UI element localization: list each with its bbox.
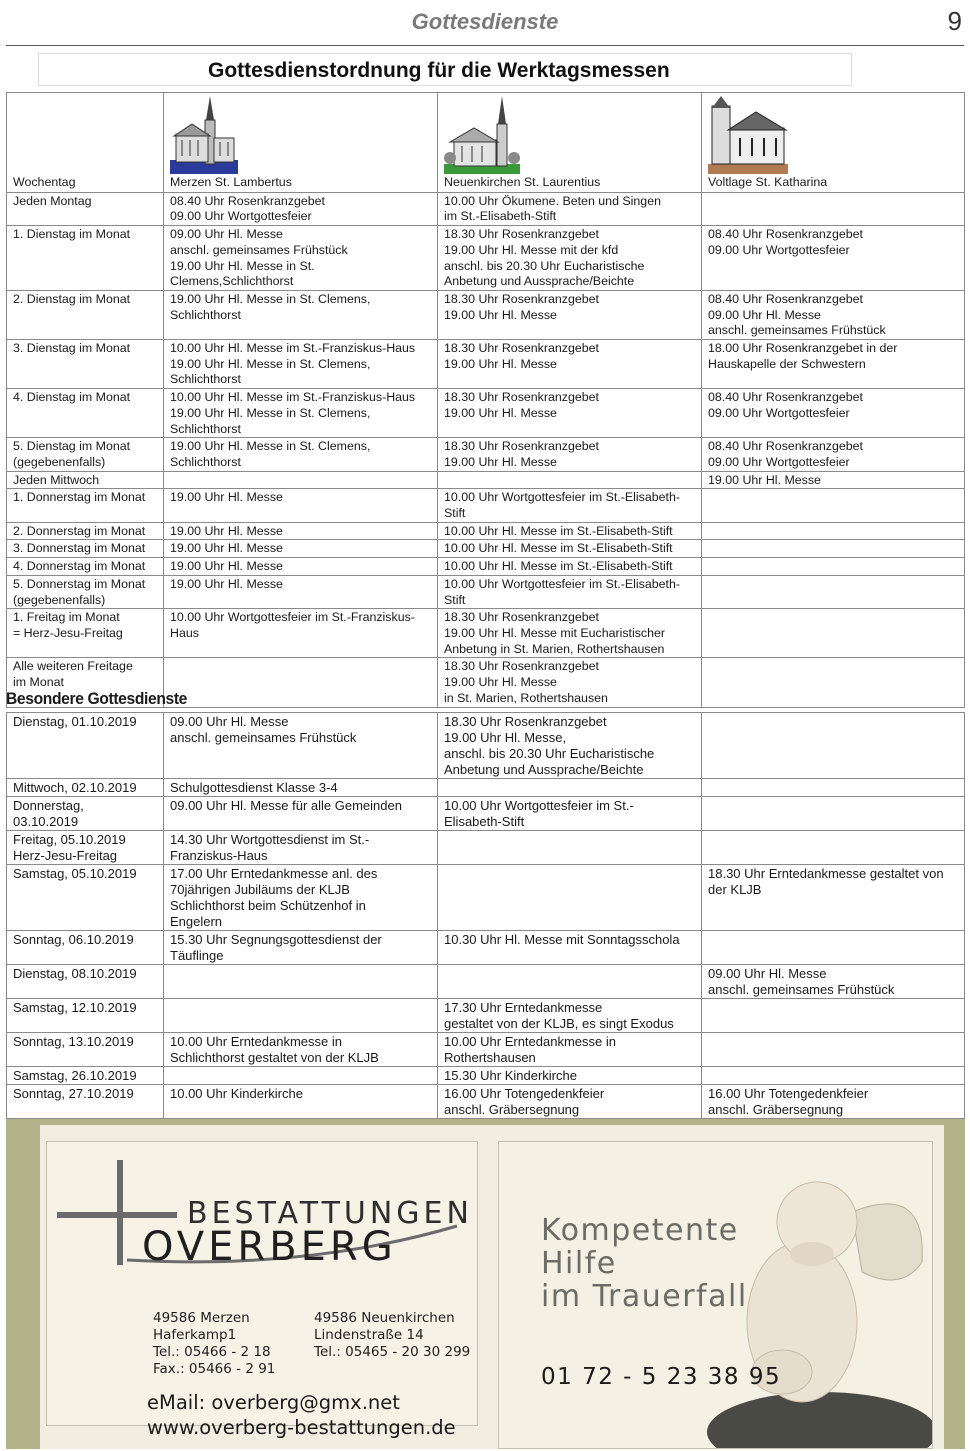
weekday-row (7, 290, 965, 339)
weekday-row (7, 340, 965, 389)
address-neuenkirchen: 49586 Neuenkirchen Lindenstraße 14 Tel.: 05465 - 20 30 299 (314, 1310, 471, 1360)
table-cell (702, 999, 965, 1033)
header-cell-voltlage: Voltlage St. Katharina (702, 93, 965, 193)
table-cell: Donnerstag, 03.10.2019 (7, 797, 164, 831)
table-cell: 16.00 Uhr Totengedenkfeier anschl. Gräbersegnung (438, 1085, 702, 1119)
table-cell: 10.00 Uhr Erntedankmesse in Rothertshausen (438, 1033, 702, 1067)
brand-subtitle: BESTATTUNGEN (187, 1196, 473, 1231)
special-service-row (7, 779, 965, 797)
table-cell: 09.00 Uhr Hl. Messe anschl. gemeinsames Frühstück (702, 965, 965, 999)
table-cell: 14.30 Uhr Wortgottesdienst im St.- Franziskus-Haus (164, 831, 438, 865)
table-cell: 5. Donnerstag im Monat (gegebenenfalls) (7, 575, 164, 608)
table-cell (438, 965, 702, 999)
slogan-text: Kompetente Hilfe im Trauerfall (541, 1213, 748, 1314)
table-cell: 17.30 Uhr Erntedankmesse gestaltet von der KLJB, es singt Exodus (438, 999, 702, 1033)
page-number: 9 (947, 6, 962, 36)
table-cell: 19.00 Uhr Hl. Messe (164, 540, 438, 558)
table-cell: 1. Freitag im Monat = Herz-Jesu-Freitag (7, 609, 164, 658)
table-cell: 10.00 Uhr Ökumene. Beten und Singen im St.-Elisabeth-Stift (438, 192, 702, 225)
table-cell: 10.00 Uhr Wortgottesfeier im St.-Elisabeth- Stift (438, 575, 702, 608)
table-cell (164, 471, 438, 489)
table-cell: 18.30 Uhr Rosenkranzgebet 19.00 Uhr Hl. Messe mit der kfd anschl. bis 20.30 Uhr Eucharistische Anbetung und Aussprache/Beichte (438, 226, 702, 291)
table-cell (164, 999, 438, 1033)
table-cell: Sonntag, 06.10.2019 (7, 931, 164, 965)
merzen-church-image (170, 94, 238, 174)
special-service-row (7, 931, 965, 965)
table-cell: 2. Donnerstag im Monat (7, 522, 164, 540)
special-service-row (7, 831, 965, 865)
table-cell: 10.30 Uhr Hl. Messe mit Sonntagsschola (438, 931, 702, 965)
table-cell: 10.00 Uhr Wortgottesfeier im St.- Elisabeth-Stift (438, 797, 702, 831)
table-cell: 2. Dienstag im Monat (7, 290, 164, 339)
table-cell (438, 779, 702, 797)
special-service-row (7, 713, 965, 779)
table-cell: 18.30 Uhr Erntedankmesse gestaltet von der KLJB (702, 865, 965, 931)
table-cell: 10.00 Uhr Hl. Messe im St.-Franziskus-Haus 19.00 Uhr Hl. Messe in St. Clemens, Schlichthorst (164, 340, 438, 389)
table-cell (438, 865, 702, 931)
weekday-row (7, 558, 965, 576)
table-cell: Sonntag, 13.10.2019 (7, 1033, 164, 1067)
table-cell (702, 192, 965, 225)
table-cell: Schulgottesdienst Klasse 3-4 (164, 779, 438, 797)
table-cell (702, 609, 965, 658)
table-cell: 18.30 Uhr Rosenkranzgebet 19.00 Uhr Hl. Messe mit Eucharistischer Anbetung in St. Marien, Rothertshausen (438, 609, 702, 658)
table-cell: Samstag, 26.10.2019 (7, 1067, 164, 1085)
table-cell: 19.00 Uhr Hl. Messe (164, 522, 438, 540)
table-cell: 10.00 Uhr Wortgottesfeier im St.-Elisabeth- Stift (438, 489, 702, 522)
phone-number: 01 72 - 5 23 38 95 (541, 1364, 782, 1390)
table-cell: 1. Donnerstag im Monat (7, 489, 164, 522)
special-service-row (7, 797, 965, 831)
table-cell: Jeden Mittwoch (7, 471, 164, 489)
page-header (6, 0, 964, 46)
table-cell (438, 471, 702, 489)
special-service-row (7, 999, 965, 1033)
table-cell (702, 931, 965, 965)
table-cell: Alle weiteren Freitage im Monat (7, 658, 164, 707)
table-cell: 18.30 Uhr Rosenkranzgebet 19.00 Uhr Hl. Messe (438, 340, 702, 389)
voltlage-church-image (708, 94, 788, 174)
table-cell: Dienstag, 08.10.2019 (7, 965, 164, 999)
table-cell: 10.00 Uhr Erntedankmesse in Schlichthorst gestaltet von der KLJB (164, 1033, 438, 1067)
ad-background (40, 1125, 944, 1449)
table-cell: 19.00 Uhr Hl. Messe (164, 489, 438, 522)
table-cell: 19.00 Uhr Hl. Messe in St. Clemens, Schlichthorst (164, 290, 438, 339)
table-cell: 18.30 Uhr Rosenkranzgebet 19.00 Uhr Hl. Messe (438, 290, 702, 339)
table-cell: Samstag, 05.10.2019 (7, 865, 164, 931)
table-cell: Samstag, 12.10.2019 (7, 999, 164, 1033)
table-cell (702, 522, 965, 540)
weekday-row (7, 575, 965, 608)
table-cell: 18.30 Uhr Rosenkranzgebet 19.00 Uhr Hl. Messe (438, 389, 702, 438)
table-cell: 3. Dienstag im Monat (7, 340, 164, 389)
table-cell: 10.00 Uhr Hl. Messe im St.-Elisabeth-Stift (438, 522, 702, 540)
neuenkirchen-church-image (444, 94, 520, 174)
table-cell: 08.40 Uhr Rosenkranzgebet 09.00 Uhr Wortgottesfeier (702, 438, 965, 471)
address-merzen: 49586 Merzen Haferkamp1 Tel.: 05466 - 2 18 Fax.: 05466 - 2 91 (153, 1310, 276, 1377)
weekday-table-body (7, 192, 965, 707)
table-cell (164, 658, 438, 707)
weekday-row (7, 226, 965, 291)
table-cell: Jeden Montag (7, 192, 164, 225)
table-cell (702, 558, 965, 576)
table-cell: 16.00 Uhr Totengedenkfeier anschl. Gräbersegnung (702, 1085, 965, 1119)
table-cell (164, 965, 438, 999)
table-cell (702, 713, 965, 779)
table-cell: 10.00 Uhr Wortgottesfeier im St.-Franziskus- Haus (164, 609, 438, 658)
header-cell-merzen: Merzen St. Lambertus (164, 93, 438, 193)
table-cell: 10.00 Uhr Hl. Messe im St.-Elisabeth-Stift (438, 558, 702, 576)
table-cell (702, 831, 965, 865)
weekday-row (7, 471, 965, 489)
special-service-row (7, 1067, 965, 1085)
special-table-body (7, 713, 965, 1119)
table-cell: 08.40 Uhr Rosenkranzgebet 09.00 Uhr Wortgottesfeier (702, 226, 965, 291)
table-cell: 18.30 Uhr Rosenkranzgebet 19.00 Uhr Hl. Messe in St. Marien, Rothertshausen (438, 658, 702, 707)
header-cell-weekday: Wochentag (7, 93, 164, 193)
weekday-mass-table (6, 92, 965, 708)
table-cell: Freitag, 05.10.2019 Herz-Jesu-Freitag (7, 831, 164, 865)
weekday-row (7, 609, 965, 658)
weekday-row (7, 438, 965, 471)
weekday-row (7, 522, 965, 540)
table-cell (702, 1067, 965, 1085)
special-service-row (7, 965, 965, 999)
special-services-table (6, 712, 965, 1119)
table-cell: 10.00 Uhr Hl. Messe im St.-Elisabeth-Stift (438, 540, 702, 558)
table-cell: 08.40 Uhr Rosenkranzgebet 09.00 Uhr Wortgottesfeier (702, 389, 965, 438)
table-cell (702, 1033, 965, 1067)
table-header-row (7, 93, 965, 193)
brand-name: OVERBERG (142, 1224, 397, 1270)
header-cell-neuenkirchen: Neuenkirchen St. Laurentius (438, 93, 702, 193)
table-cell: 18.30 Uhr Rosenkranzgebet 19.00 Uhr Hl. Messe (438, 438, 702, 471)
table-cell: 3. Donnerstag im Monat (7, 540, 164, 558)
table-cell: 18.30 Uhr Rosenkranzgebet 19.00 Uhr Hl. Messe, anschl. bis 20.30 Uhr Eucharistische Anbetung und Aussprache/Beichte (438, 713, 702, 779)
table-cell: 4. Dienstag im Monat (7, 389, 164, 438)
table-cell: 08.40 Uhr Rosenkranzgebet 09.00 Uhr Wortgottesfeier (164, 192, 438, 225)
section-title: Gottesdienste (411, 9, 559, 34)
table-cell: 4. Donnerstag im Monat (7, 558, 164, 576)
table-cell: 09.00 Uhr Hl. Messe anschl. gemeinsames Frühstück (164, 713, 438, 779)
table-cell: 19.00 Uhr Hl. Messe (702, 471, 965, 489)
table-cell: 10.00 Uhr Kinderkirche (164, 1085, 438, 1119)
table-cell: 09.00 Uhr Hl. Messe für alle Gemeinden (164, 797, 438, 831)
table-cell: 19.00 Uhr Hl. Messe (164, 558, 438, 576)
special-services-title: Besondere Gottesdienste (6, 689, 188, 708)
table-cell: Mittwoch, 02.10.2019 (7, 779, 164, 797)
table-cell: 17.00 Uhr Erntedankmesse anl. des 70jährigen Jubiläums der KLJB Schlichthorst beim Schützenhof in Engelern (164, 865, 438, 931)
contact-info: eMail: overberg@gmx.net www.overberg-bestattungen.de (147, 1391, 456, 1439)
table-cell: 5. Dienstag im Monat (gegebenenfalls) (7, 438, 164, 471)
table-cell (702, 658, 965, 707)
table-cell (702, 797, 965, 831)
advertisement (6, 1119, 965, 1449)
weekday-row (7, 489, 965, 522)
weekday-row (7, 192, 965, 225)
table-cell: 18.00 Uhr Rosenkranzgebet in der Hauskapelle der Schwestern (702, 340, 965, 389)
weekday-row (7, 540, 965, 558)
table-cell (702, 489, 965, 522)
table-cell: 08.40 Uhr Rosenkranzgebet 09.00 Uhr Hl. Messe anschl. gemeinsames Frühstück (702, 290, 965, 339)
table-cell: 10.00 Uhr Hl. Messe im St.-Franziskus-Haus 19.00 Uhr Hl. Messe in St. Clemens, Schlichthorst (164, 389, 438, 438)
table-cell (164, 1067, 438, 1085)
table-cell: Sonntag, 27.10.2019 (7, 1085, 164, 1119)
table-cell: Dienstag, 01.10.2019 (7, 713, 164, 779)
table-cell: 09.00 Uhr Hl. Messe anschl. gemeinsames Frühstück 19.00 Uhr Hl. Messe in St. Clemens,Schlichthorst (164, 226, 438, 291)
table-cell: 19.00 Uhr Hl. Messe in St. Clemens, Schlichthorst (164, 438, 438, 471)
table-cell (702, 779, 965, 797)
table-cell: 1. Dienstag im Monat (7, 226, 164, 291)
special-service-row (7, 1033, 965, 1067)
table-cell (438, 831, 702, 865)
table-cell (702, 540, 965, 558)
table-cell (702, 575, 965, 608)
funeral-home-ad (46, 1141, 478, 1439)
table-cell: 15.30 Uhr Segnungsgottesdienst der Täuflinge (164, 931, 438, 965)
page-title: Gottesdienstordnung für die Werktagsmessen (208, 59, 670, 82)
slogan-ad (498, 1141, 933, 1449)
table-cell: 15.30 Uhr Kinderkirche (438, 1067, 702, 1085)
special-service-row (7, 1085, 965, 1119)
special-service-row (7, 865, 965, 931)
weekday-row (7, 389, 965, 438)
table-cell: 19.00 Uhr Hl. Messe (164, 575, 438, 608)
